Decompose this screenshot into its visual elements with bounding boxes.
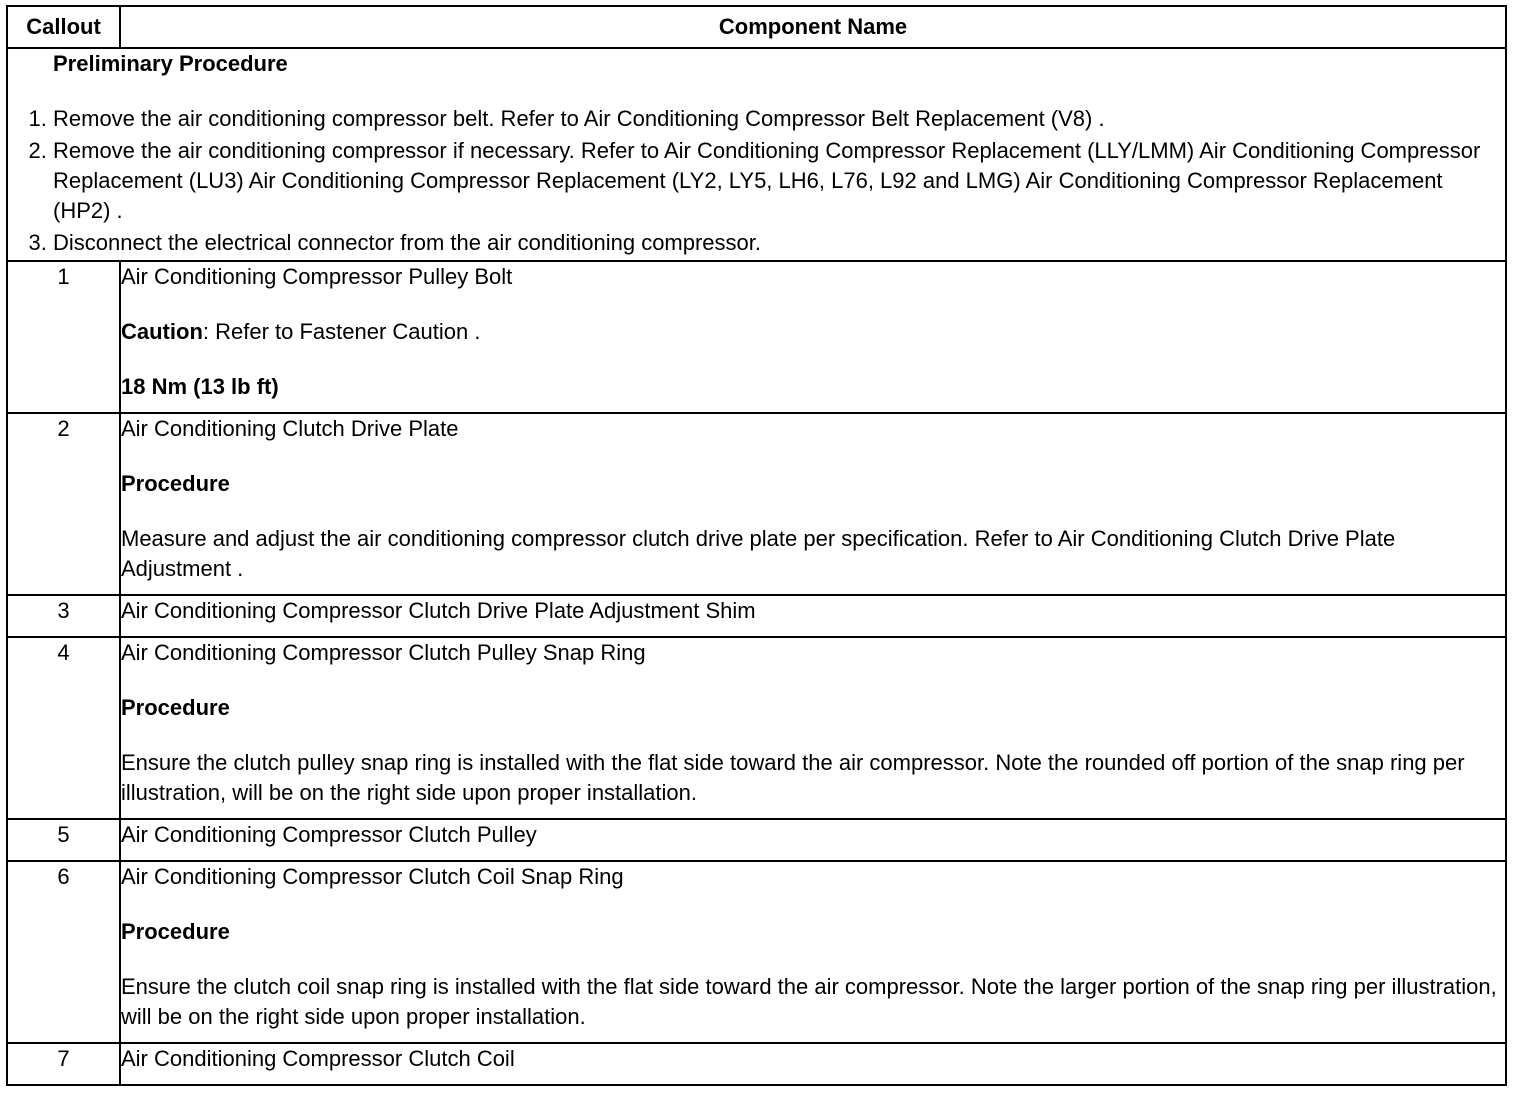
component-name: Air Conditioning Compressor Clutch Coil <box>120 1043 1506 1085</box>
procedure-label: Procedure <box>121 471 230 496</box>
procedure-label: Procedure <box>121 919 230 944</box>
component-cell <box>120 861 1506 1043</box>
table-row <box>7 413 1506 595</box>
caution-text: : Refer to Fastener Caution . <box>202 319 481 344</box>
callout-number: 2 <box>7 413 120 595</box>
preliminary-row <box>7 48 1506 261</box>
callout-number: 5 <box>7 819 120 861</box>
procedure-text: Ensure the clutch coil snap ring is installed with the flat side toward the air compressor. Note the larger portion of the snap ring per illustration, will be on the right side upon proper installation. <box>121 974 1497 1029</box>
table-row <box>7 261 1506 413</box>
callout-number: 4 <box>7 637 120 819</box>
component-cell <box>120 413 1506 595</box>
preliminary-steps <box>8 104 1505 258</box>
callout-number: 3 <box>7 595 120 637</box>
component-name: Air Conditioning Compressor Clutch Drive Plate Adjustment Shim <box>120 595 1506 637</box>
header-callout: Callout <box>7 6 120 48</box>
procedure-label: Procedure <box>121 695 230 720</box>
callout-number: 6 <box>7 861 120 1043</box>
component-cell <box>120 637 1506 819</box>
procedure-text: Measure and adjust the air conditioning compressor clutch drive plate per specification. Refer to Air Conditioning Clutch Drive Plate Adjustment . <box>121 526 1396 581</box>
table-row <box>7 819 1506 861</box>
component-name: Air Conditioning Compressor Clutch Coil Snap Ring <box>121 864 624 889</box>
table-header-row <box>7 6 1506 48</box>
callout-number: 1 <box>7 261 120 413</box>
table-row <box>7 637 1506 819</box>
list-item: 1. Remove the air conditioning compressor belt. Refer to Air Conditioning Compressor Belt Replacement (V8) . <box>53 104 1505 134</box>
preliminary-cell <box>7 48 1506 261</box>
caution-note <box>121 317 1505 347</box>
component-name: Air Conditioning Compressor Pulley Bolt <box>121 264 513 289</box>
preliminary-title: Preliminary Procedure <box>53 51 288 76</box>
header-component-name: Component Name <box>120 6 1506 48</box>
component-name: Air Conditioning Clutch Drive Plate <box>121 416 459 441</box>
table-row <box>7 1043 1506 1085</box>
component-cell <box>120 261 1506 413</box>
procedure-text: Ensure the clutch pulley snap ring is installed with the flat side toward the air compressor. Note the rounded off portion of the snap ring per illustration, will be on the right side upon proper installation. <box>121 750 1465 805</box>
component-table <box>6 5 1507 1086</box>
component-name: Air Conditioning Compressor Clutch Pulley Snap Ring <box>121 640 646 665</box>
callout-number: 7 <box>7 1043 120 1085</box>
table-row <box>7 595 1506 637</box>
caution-label: Caution <box>121 319 203 344</box>
component-name: Air Conditioning Compressor Clutch Pulley <box>120 819 1506 861</box>
list-item: 2. Remove the air conditioning compressor if necessary. Refer to Air Conditioning Compressor Replacement (LLY/LMM) Air Conditioning Compressor Replacement (LU3) Air Conditioning Compressor Replacement (LY2, LY5, LH6, L76, L92 and LMG) Air Conditioning Compressor Replacement (HP2) . <box>53 136 1505 226</box>
torque-spec: 18 Nm (13 lb ft) <box>121 374 279 399</box>
list-item: 3. Disconnect the electrical connector from the air conditioning compressor. <box>53 228 1505 258</box>
table-row <box>7 861 1506 1043</box>
